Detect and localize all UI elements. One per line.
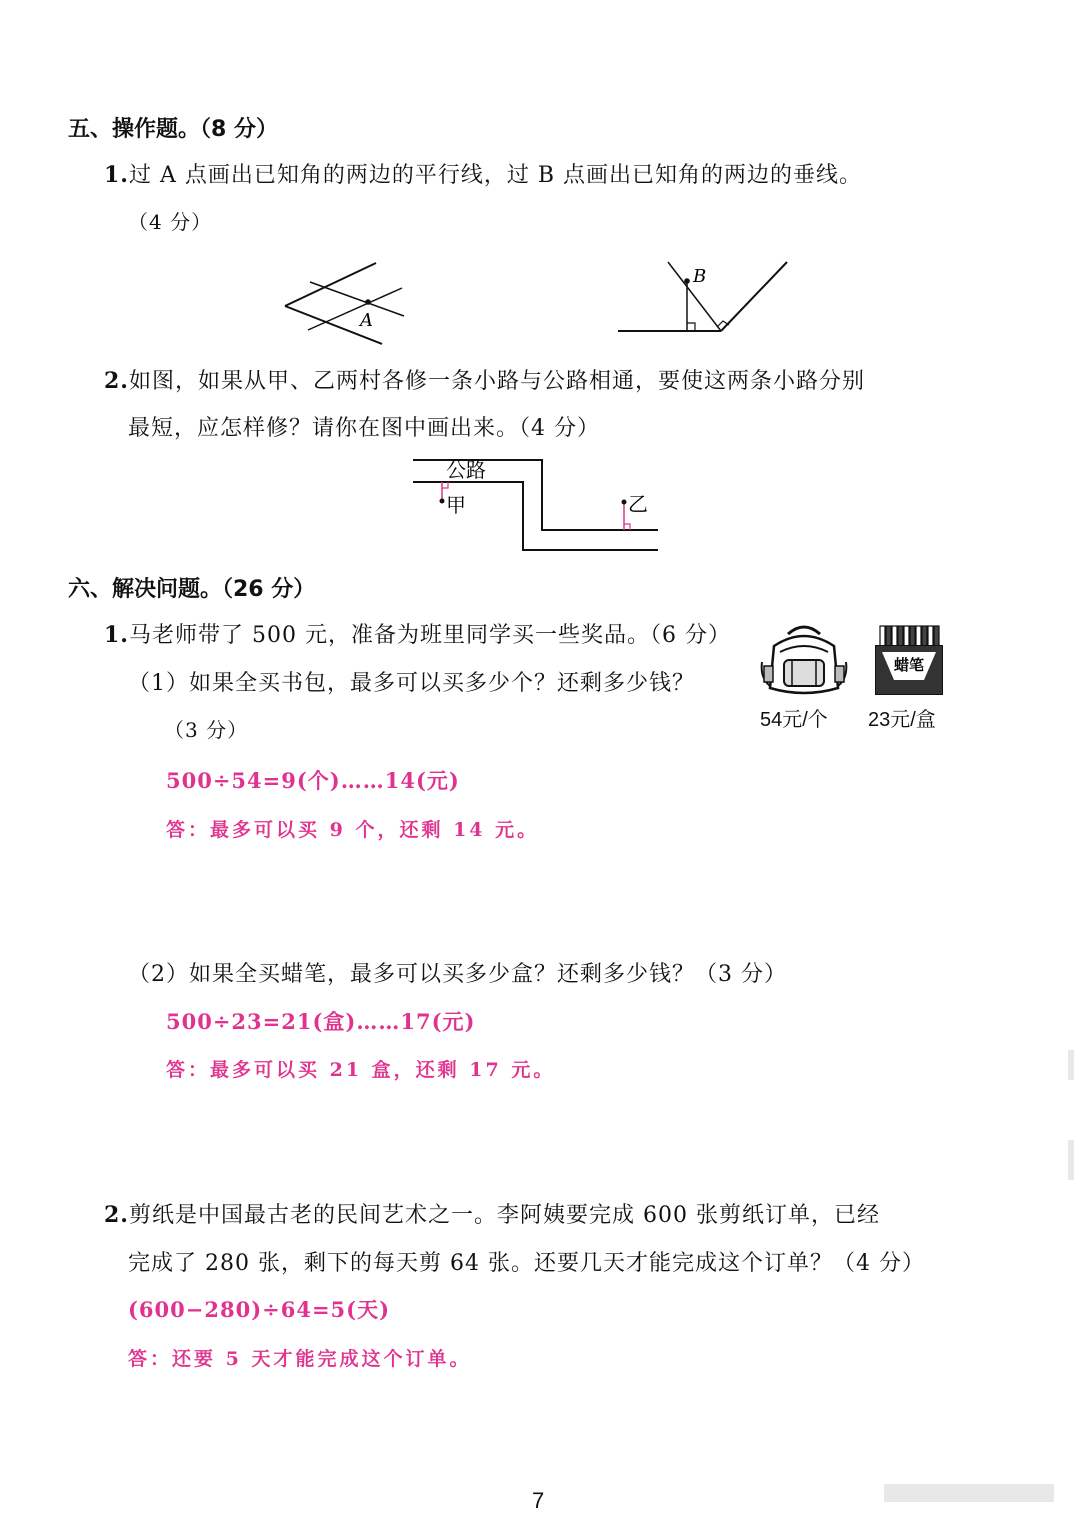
s6-q1-text: [104, 618, 731, 649]
road-figure: [410, 455, 660, 555]
crayon-box-icon: [874, 624, 944, 696]
s5-q2-number: 2.: [104, 368, 129, 394]
s5-q1-number: 1.: [104, 162, 129, 188]
s5-q1-text: [104, 158, 862, 189]
village-yi-label: 乙: [628, 492, 648, 516]
s5-q1-score: （4 分）: [128, 210, 213, 234]
village-jia-label: 甲: [446, 493, 466, 517]
s6-q1-sub1-answer-text: 答：最多可以买 9 个，还剩 14 元。: [166, 819, 540, 841]
scan-edge-artifact: [1068, 1050, 1074, 1080]
s6-q2-line1: [104, 1198, 880, 1229]
s6-q1-number: 1.: [104, 622, 129, 648]
point-b-label: B: [693, 266, 707, 287]
crayon-price: 23元/盒: [868, 709, 936, 731]
s6-q1-sub1-answer-eq: 500÷54=9(个)……14(元): [166, 768, 460, 793]
s6-q1-body: 马老师带了 500 元，准备为班里同学买一些奖品。（6 分）: [128, 623, 731, 648]
section-6-title: 六、解决问题。（26 分）: [68, 577, 316, 602]
s5-q1-body: 过 A 点画出已知角的两边的平行线，过 B 点画出已知角的两边的垂线。: [128, 163, 862, 188]
backpack-icon: [758, 622, 850, 700]
s5-q2-line1: [104, 364, 865, 395]
s6-q2-answer-text: 答：还要 5 天才能完成这个订单。: [128, 1348, 472, 1370]
section-5-title: 五、操作题。（8 分）: [68, 117, 278, 142]
s6-q1-sub1-text: （1）如果全买书包，最多可以买多少个？还剩多少钱？: [128, 671, 695, 696]
s6-q2-line2: 完成了 280 张，剩下的每天剪 64 张。还要几天才能完成这个订单？（4 分）: [128, 1251, 925, 1276]
angle-a-figure: [280, 258, 410, 348]
angle-b-figure: [615, 258, 795, 338]
point-a-label: A: [360, 310, 373, 331]
road-label: 公路: [446, 458, 486, 482]
s6-q2-answer-eq: (600−280)÷64=5(天): [128, 1297, 391, 1322]
scan-edge-artifact: [1068, 1140, 1074, 1180]
s6-q2-body1: 剪纸是中国最古老的民间艺术之一。李阿姨要完成 600 张剪纸订单，已经: [128, 1203, 880, 1228]
scan-edge-artifact: [884, 1484, 1054, 1502]
s6-q2-number: 2.: [104, 1202, 129, 1228]
s6-q1-sub2-answer-text: 答：最多可以买 21 盒，还剩 17 元。: [166, 1059, 556, 1081]
s5-q2-line2: 最短，应怎样修？请你在图中画出来。（4 分）: [128, 416, 600, 441]
crayon-box-label: 蜡笔: [893, 656, 925, 674]
s6-q1-sub1-score: （3 分）: [164, 718, 249, 742]
backpack-price: 54元/个: [760, 709, 828, 731]
page-number: 7: [532, 1488, 545, 1513]
s6-q1-sub2-answer-eq: 500÷23=21(盒)……17(元): [166, 1009, 476, 1034]
s5-q2-body1: 如图，如果从甲、乙两村各修一条小路与公路相通，要使这两条小路分别: [128, 369, 865, 394]
s6-q1-sub2-text: （2）如果全买蜡笔，最多可以买多少盒？还剩多少钱？（3 分）: [128, 962, 787, 987]
